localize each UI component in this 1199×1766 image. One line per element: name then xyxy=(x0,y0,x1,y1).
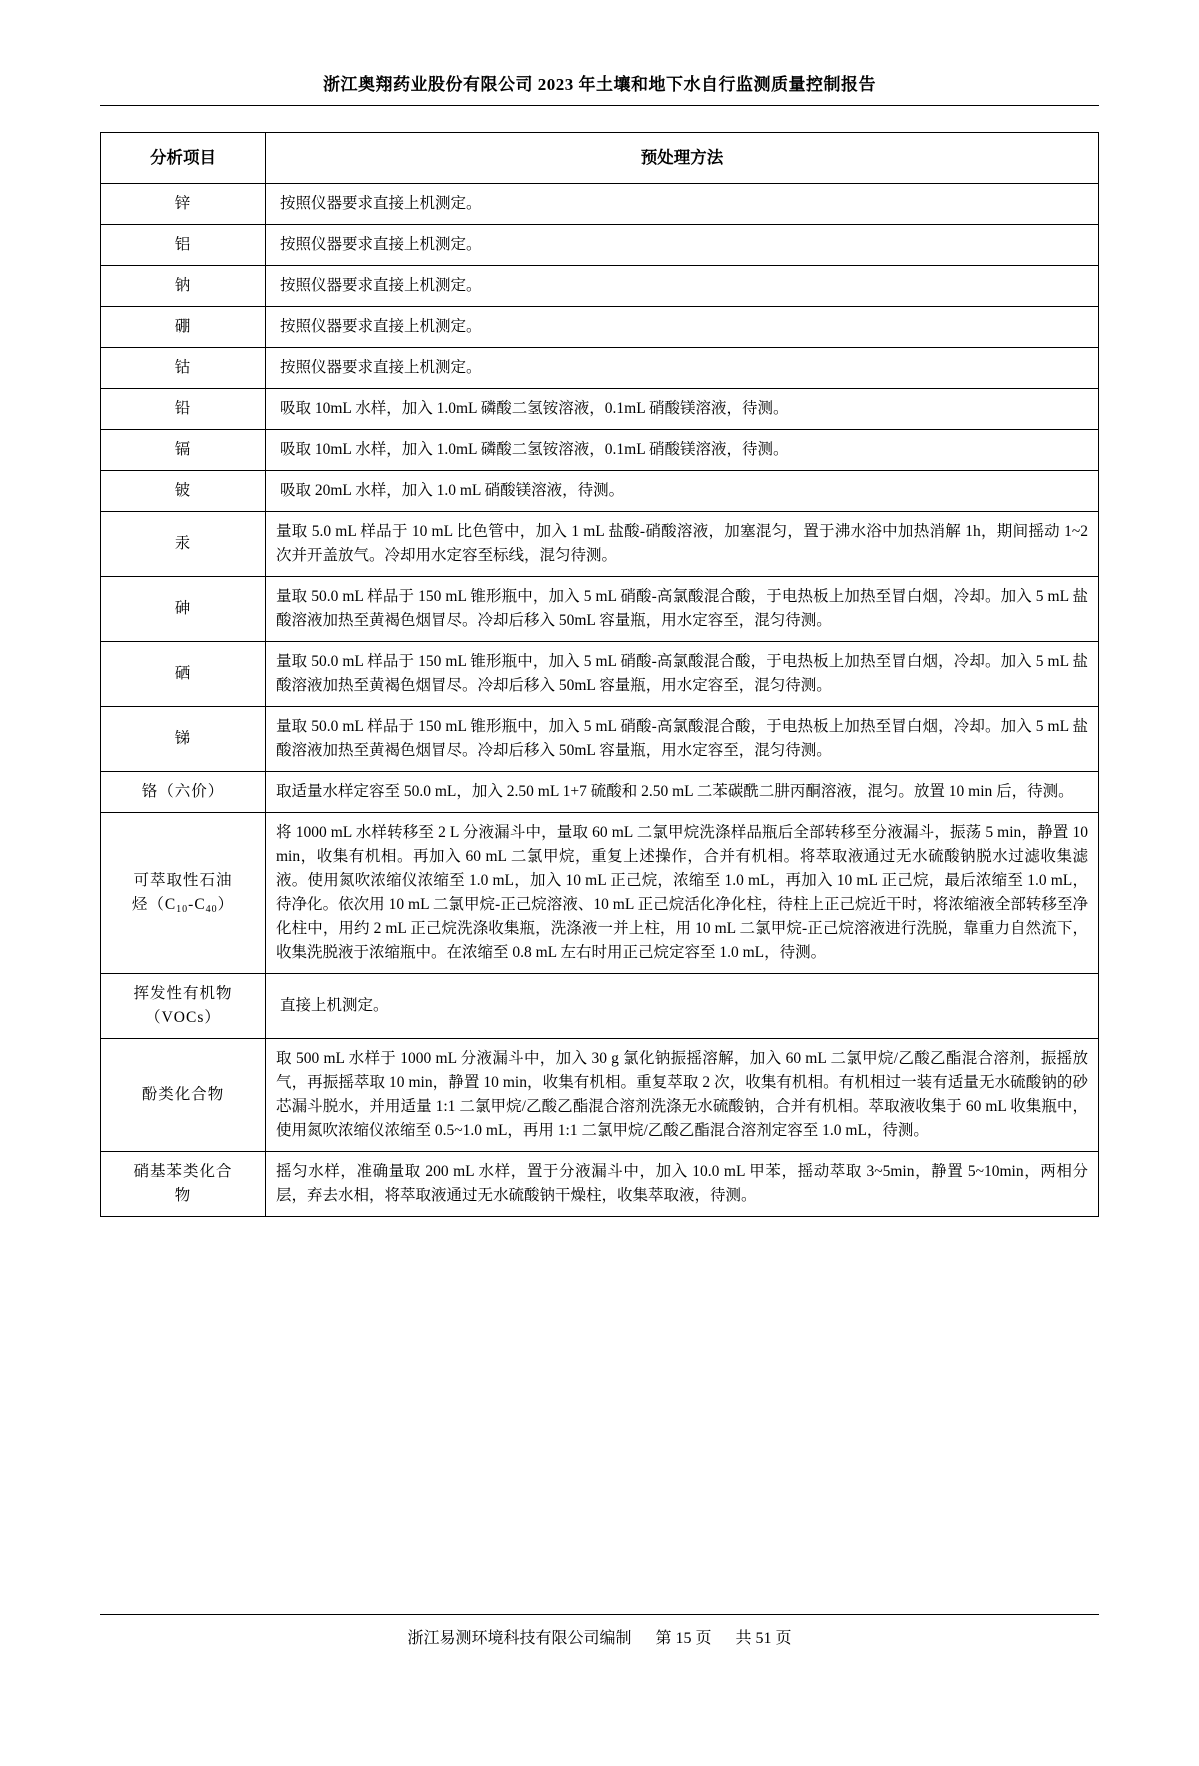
table-row xyxy=(101,183,1099,224)
cell-method: 按照仪器要求直接上机测定。 xyxy=(266,265,1099,306)
table-row xyxy=(101,576,1099,641)
table-row xyxy=(101,706,1099,771)
cell-analysis-item xyxy=(101,973,266,1038)
table-header-row xyxy=(101,133,1099,184)
cell-analysis-item: 汞 xyxy=(101,511,266,576)
page-content xyxy=(100,132,1099,1217)
item-text-line1: 挥发性有机物 xyxy=(133,984,233,1002)
item-text-end: ） xyxy=(217,895,235,913)
cell-method: 将 1000 mL 水样转移至 2 L 分液漏斗中，量取 60 mL 二氯甲烷洗涤样品瓶后全部转移至分液漏斗，振荡 5 min，静置 10 min，收集有机相。再加入 60 mL 二氯甲烷，重复上述操作，合并有机相。将萃取液通过无水硫酸钠脱水过滤收集滤液。使用氮吹浓缩仪浓缩至 1.0 mL，加入 10 mL 正己烷，浓缩至 1.0 mL，再加入 10 mL 正己烷，最后浓缩至 1.0 mL，待净化。依次用 10 mL 二氯甲烷-正己烷溶液、10 mL 正己烷活化净化柱，待柱上正己烷近干时，将浓缩液全部转移至净化柱中，用约 2 mL 正己烷洗涤收集瓶，洗涤液一并上柱，用 10 mL 二氯甲烷-正己烷溶液进行洗脱，靠重力自然流下，收集洗脱液于浓缩瓶中。在浓缩至 0.8 mL 左右时用正己烷定容至 1.0 mL，待测。 xyxy=(266,812,1099,973)
table-row xyxy=(101,224,1099,265)
cell-method: 直接上机测定。 xyxy=(266,973,1099,1038)
table-row xyxy=(101,429,1099,470)
cell-method: 按照仪器要求直接上机测定。 xyxy=(266,347,1099,388)
table-row xyxy=(101,973,1099,1038)
document-page xyxy=(0,70,1199,1766)
cell-method: 按照仪器要求直接上机测定。 xyxy=(266,183,1099,224)
cell-method: 吸取 10mL 水样，加入 1.0mL 磷酸二氢铵溶液，0.1mL 硝酸镁溶液，待测。 xyxy=(266,388,1099,429)
item-subscript-2: 40 xyxy=(205,903,218,915)
cell-analysis-item: 钠 xyxy=(101,265,266,306)
table-row xyxy=(101,470,1099,511)
table-row xyxy=(101,347,1099,388)
cell-method: 按照仪器要求直接上机测定。 xyxy=(266,306,1099,347)
cell-analysis-item: 铬（六价） xyxy=(101,771,266,812)
footer-total-pages: 共 51 页 xyxy=(735,1630,792,1647)
table-row xyxy=(101,388,1099,429)
cell-method: 量取 50.0 mL 样品于 150 mL 锥形瓶中，加入 5 mL 硝酸-高氯酸混合酸，于电热板上加热至冒白烟，冷却。加入 5 mL 盐酸溶液加热至黄褐色烟冒尽。冷却后移入 50mL 容量瓶，用水定容至，混匀待测。 xyxy=(266,706,1099,771)
cell-analysis-item: 铍 xyxy=(101,470,266,511)
table-row xyxy=(101,265,1099,306)
cell-analysis-item: 铝 xyxy=(101,224,266,265)
cell-analysis-item: 硼 xyxy=(101,306,266,347)
pretreatment-methods-table xyxy=(100,132,1099,1217)
table-row xyxy=(101,306,1099,347)
cell-analysis-item: 镉 xyxy=(101,429,266,470)
item-subscript-1: 10 xyxy=(176,903,189,915)
cell-analysis-item: 锌 xyxy=(101,183,266,224)
cell-method: 量取 50.0 mL 样品于 150 mL 锥形瓶中，加入 5 mL 硝酸-高氯酸混合酸，于电热板上加热至冒白烟，冷却。加入 5 mL 盐酸溶液加热至黄褐色烟冒尽。冷却后移入 50mL 容量瓶，用水定容至，混匀待测。 xyxy=(266,641,1099,706)
table-row xyxy=(101,641,1099,706)
footer-company: 浙江易测环境科技有限公司编制 xyxy=(407,1630,632,1647)
table-row xyxy=(101,1152,1099,1217)
cell-analysis-item: 锑 xyxy=(101,706,266,771)
cell-method: 吸取 20mL 水样，加入 1.0 mL 硝酸镁溶液，待测。 xyxy=(266,470,1099,511)
item-text-line1: 硝基苯类化合 xyxy=(133,1163,233,1181)
cell-method: 吸取 10mL 水样，加入 1.0mL 磷酸二氢铵溶液，0.1mL 硝酸镁溶液，待测。 xyxy=(266,429,1099,470)
cell-analysis-item: 砷 xyxy=(101,576,266,641)
column-header-method: 预处理方法 xyxy=(266,133,1099,184)
cell-method: 量取 50.0 mL 样品于 150 mL 锥形瓶中，加入 5 mL 硝酸-高氯酸混合酸，于电热板上加热至冒白烟，冷却。加入 5 mL 盐酸溶液加热至黄褐色烟冒尽。冷却后移入 50mL 容量瓶，用水定容至，混匀待测。 xyxy=(266,576,1099,641)
item-text-line2: 烃（C xyxy=(131,895,177,913)
cell-analysis-item xyxy=(101,812,266,973)
cell-method: 取 500 mL 水样于 1000 mL 分液漏斗中，加入 30 g 氯化钠振摇溶解，加入 60 mL 二氯甲烷/乙酸乙酯混合溶剂，振摇放气，再振摇萃取 10 min，静置 10 min，收集有机相。重复萃取 2 次，收集有机相。有机相过一装有适量无水硫酸钠的砂芯漏斗脱水，并用适量 1:1 二氯甲烷/乙酸乙酯混合溶剂洗涤无水硫酸钠，合并有机相。萃取液收集于 60 mL 收集瓶中，使用氮吹浓缩仪浓缩至 0.5~1.0 mL，再用 1:1 二氯甲烷/乙酸乙酯混合溶剂定容至 1.0 mL，待测。 xyxy=(266,1038,1099,1151)
table-row xyxy=(101,1038,1099,1151)
cell-analysis-item xyxy=(101,1152,266,1217)
item-text-line2: （VOCs） xyxy=(145,1008,221,1026)
table-row xyxy=(101,812,1099,973)
cell-analysis-item: 酚类化合物 xyxy=(101,1038,266,1151)
item-text-line1: 可萃取性石油 xyxy=(133,871,233,889)
footer-page-number: 第 15 页 xyxy=(655,1630,712,1647)
cell-analysis-item: 硒 xyxy=(101,641,266,706)
cell-analysis-item: 钴 xyxy=(101,347,266,388)
cell-analysis-item: 铅 xyxy=(101,388,266,429)
table-row xyxy=(101,771,1099,812)
cell-method: 量取 5.0 mL 样品于 10 mL 比色管中，加入 1 mL 盐酸-硝酸溶液，加塞混匀，置于沸水浴中加热消解 1h，期间摇动 1~2 次并开盖放气。冷却用水定容至标线，混匀待测。 xyxy=(266,511,1099,576)
cell-method: 取适量水样定容至 50.0 mL，加入 2.50 mL 1+7 硫酸和 2.50 mL 二苯碳酰二肼丙酮溶液，混匀。放置 10 min 后，待测。 xyxy=(266,771,1099,812)
cell-method: 按照仪器要求直接上机测定。 xyxy=(266,224,1099,265)
item-text-line2: 物 xyxy=(174,1187,192,1205)
page-footer xyxy=(100,1614,1099,1648)
page-header: 浙江奥翔药业股份有限公司 2023 年土壤和地下水自行监测质量控制报告 xyxy=(100,70,1099,106)
cell-method: 摇匀水样，准确量取 200 mL 水样，置于分液漏斗中，加入 10.0 mL 甲苯，摇动萃取 3~5min，静置 5~10min，两相分层，弃去水相，将萃取液通过无水硫酸钠干燥柱，收集萃取液，待测。 xyxy=(266,1152,1099,1217)
item-text-mid: -C xyxy=(188,895,206,913)
table-row xyxy=(101,511,1099,576)
column-header-item: 分析项目 xyxy=(101,133,266,184)
